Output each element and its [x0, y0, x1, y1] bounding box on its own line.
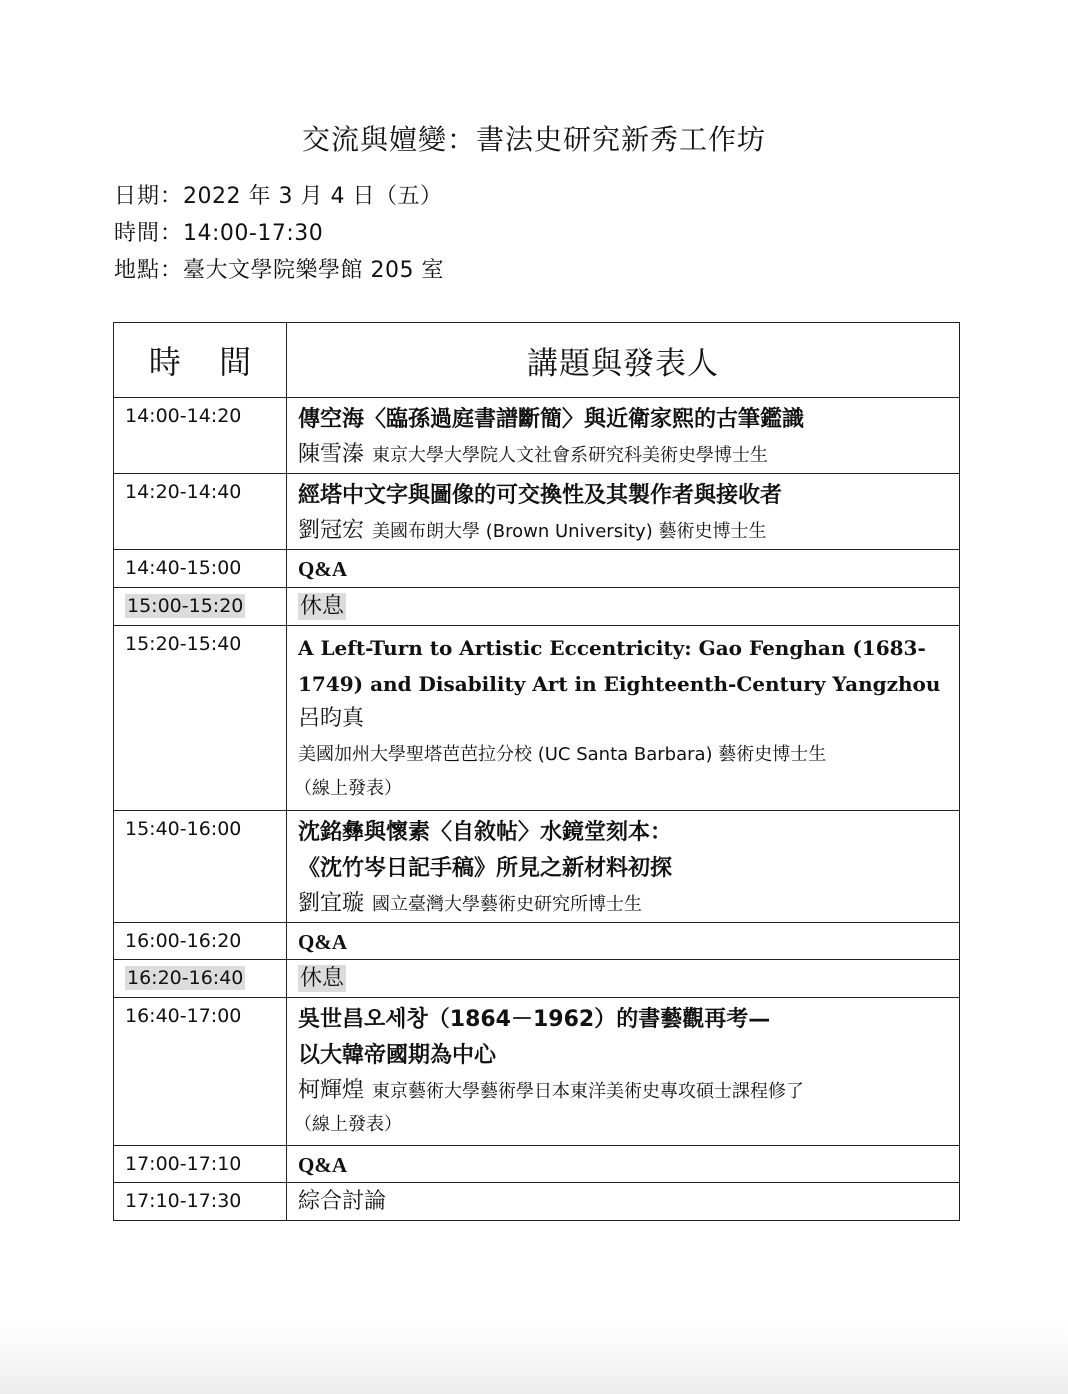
qa-label: Q&A [298, 557, 347, 581]
speaker-affiliation: 美國加州大學聖塔芭芭拉分校 (UC Santa Barbara) 藝術史博士生 [298, 744, 827, 765]
row-topic [287, 474, 960, 550]
row-time: 16:00-16:20 [114, 923, 287, 960]
speaker-name: 劉宜璇 [298, 891, 365, 916]
row-time [114, 960, 287, 998]
online-note: （線上發表） [294, 778, 402, 799]
qa-label: Q&A [298, 930, 347, 954]
speaker-affiliation: 美國布朗大學 (Brown University) 藝術史博士生 [372, 521, 767, 542]
column-header-topic: 講題與發表人 [287, 323, 960, 398]
break-label [298, 592, 959, 622]
speaker-line [298, 1074, 959, 1109]
table-row [114, 474, 960, 550]
table-row [114, 588, 960, 626]
talk-title-line-1: A Left-Turn to Artistic Eccentricity: Gao Fenghan (1683- [298, 636, 926, 660]
row-topic [287, 550, 960, 588]
speaker-affiliation: 國立臺灣大學藝術史研究所博士生 [372, 894, 643, 915]
row-time: 14:00-14:20 [114, 398, 287, 474]
qa-label: Q&A [298, 1153, 347, 1177]
discussion-label: 綜合討論 [298, 1189, 387, 1214]
row-topic [287, 626, 960, 811]
speaker-name: 柯輝煌 [298, 1078, 365, 1103]
speaker-name: 陳雪溱 [298, 442, 365, 467]
row-time: 16:40-17:00 [114, 998, 287, 1146]
row-topic [287, 1146, 960, 1183]
speaker-line [298, 887, 959, 922]
table-row [114, 998, 960, 1146]
row-time: 17:00-17:10 [114, 1146, 287, 1183]
talk-title-line-1: 吳世昌오세창（1864－1962）的書藝觀再考— [298, 1007, 771, 1032]
speaker-line [298, 702, 959, 737]
table-row [114, 1146, 960, 1183]
row-time: 15:20-15:40 [114, 626, 287, 811]
speaker-affiliation: 東京藝術大學藝術學日本東洋美術史專攻碩士課程修了 [372, 1081, 805, 1102]
table-row [114, 1183, 960, 1221]
table-row [114, 550, 960, 588]
table-row [114, 626, 960, 811]
time-value: 14:00-17:30 [183, 221, 324, 246]
row-topic [287, 398, 960, 474]
date-value: 2022 年 3 月 4 日（五） [183, 184, 443, 209]
break-text: 休息 [300, 594, 345, 619]
date-label: 日期： [114, 184, 184, 209]
talk-title: 傳空海〈臨孫過庭書譜斷簡〉與近衛家熙的古筆鑑識 [298, 407, 805, 432]
speaker-name: 劉冠宏 [298, 518, 365, 543]
speaker-line [298, 438, 959, 473]
speaker-affiliation: 東京大學大學院人文社會系研究科美術史學博士生 [372, 445, 769, 466]
speaker-line [298, 514, 959, 549]
talk-title: 經塔中文字與圖像的可交換性及其製作者與接收者 [298, 483, 783, 508]
row-topic [287, 960, 960, 998]
talk-title-line-2: 1749) and Disability Art in Eighteenth-Century Yangzhou [298, 672, 941, 696]
row-time: 14:20-14:40 [114, 474, 287, 550]
venue-label: 地點： [114, 258, 184, 283]
speaker-name: 呂昀真 [298, 706, 365, 731]
page-bottom-shadow [0, 1324, 1068, 1394]
venue-line [114, 253, 444, 284]
table-row [114, 923, 960, 960]
online-note: （線上發表） [294, 1114, 402, 1135]
row-topic [287, 998, 960, 1146]
row-time [114, 588, 287, 626]
row-time-highlighted: 16:20-16:40 [127, 967, 244, 989]
time-label: 時間： [114, 221, 184, 246]
page-title: 交流與嬗變：書法史研究新秀工作坊 [301, 123, 766, 156]
schedule-table [113, 322, 960, 1221]
row-time-highlighted: 15:00-15:20 [127, 595, 244, 617]
row-time: 14:40-15:00 [114, 550, 287, 588]
talk-title-line-2: 《沈竹岑日記手稿》所見之新材料初探 [298, 856, 673, 881]
table-row [114, 398, 960, 474]
date-line [114, 179, 442, 210]
talk-title-line-2: 以大韓帝國期為中心 [298, 1043, 497, 1068]
table-row [114, 811, 960, 923]
break-text: 休息 [300, 966, 345, 991]
row-topic [287, 588, 960, 626]
row-time: 15:40-16:00 [114, 811, 287, 923]
row-time: 17:10-17:30 [114, 1183, 287, 1221]
row-topic [287, 923, 960, 960]
talk-title-line-1: 沈銘彝與懷素〈自敘帖〉水鏡堂刻本： [298, 820, 673, 845]
break-label [298, 964, 959, 994]
table-header-row [114, 323, 960, 398]
venue-value: 臺大文學院樂學館 205 室 [183, 258, 444, 283]
column-header-time: 時 間 [114, 323, 287, 398]
time-line [114, 216, 323, 247]
row-topic [287, 1183, 960, 1221]
row-topic [287, 811, 960, 923]
table-row [114, 960, 960, 998]
